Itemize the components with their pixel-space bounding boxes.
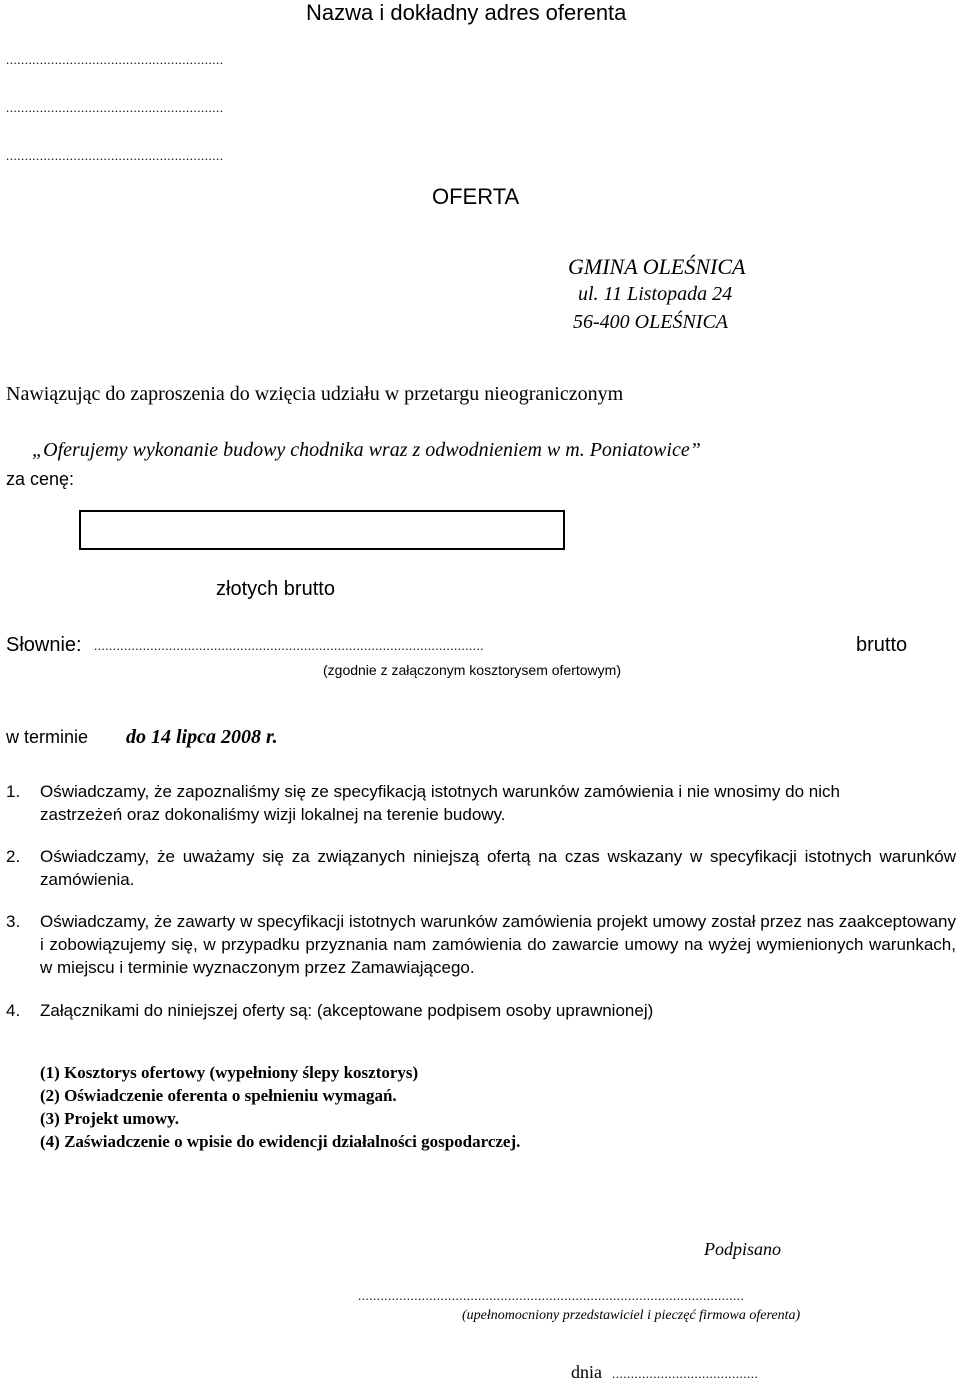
declaration-number: 1. (6, 782, 21, 801)
declaration-text: Oświadczamy, że zapoznaliśmy się ze specyfikacją istotnych warunków zamówienia i nie wnosimy do nich zastrzeżeń oraz dokonaliśmy wizji lokalnej na terenie budowy. (40, 782, 840, 824)
words-dots: ........................................................................................................ (94, 638, 484, 653)
intro-text: Nawiązując do zaproszenia do wzięcia udziału w przetargu nieograniczonym (6, 383, 624, 405)
signature-dots: ....................................................................................................... (358, 1288, 745, 1303)
declaration-1 (6, 780, 906, 826)
words-suffix: brutto (856, 634, 908, 656)
address-label: Nazwa i dokładny adres oferenta (306, 0, 627, 25)
declaration-4 (6, 999, 940, 1022)
attachment-item-1: (1) Kosztorys ofertowy (wypełniony ślepy kosztorys) (40, 1063, 419, 1082)
price-note: (zgodnie z załączonym kosztorysem ofertowym) (323, 662, 621, 678)
address-line-3: .......................................................... (6, 148, 224, 163)
declaration-2 (6, 845, 956, 891)
date-dots: ....................................... (612, 1366, 759, 1381)
declaration-3 (6, 910, 956, 979)
attachment-item-3: (3) Projekt umowy. (40, 1109, 179, 1128)
declaration-text: Oświadczamy, że zawarty w specyfikacji istotnych warunków zamówienia projekt umowy został przez nas zaakceptowany i zobowiązujemy się, w przypadku przyznania nam zamówienia do zawarcie umowy na wyżej wymienionych warunkach, w miejscu i terminie wyznaczonym przez Zamawiającego. (40, 912, 956, 977)
declaration-text: Oświadczamy, że uważamy się za związanych niniejszą ofertą na czas wskazany w specyfikacji istotnych warunków zamówienia. (40, 847, 956, 889)
signature-note: (upełnomocniony przedstawiciel i pieczęć firmowa oferenta) (462, 1308, 801, 1323)
signature-label: Podpisano (704, 1239, 782, 1259)
declaration-number: 3. (6, 912, 21, 931)
words-label: Słownie: (6, 634, 82, 656)
address-line-1: .......................................................... (6, 52, 224, 67)
declaration-number: 2. (6, 847, 21, 866)
recipient-line-3: 56-400 OLEŚNICA (573, 311, 728, 333)
term-label: w terminie (6, 727, 89, 747)
address-line-2: .......................................................... (6, 100, 224, 115)
price-input-box[interactable] (79, 510, 565, 550)
price-label: za cenę: (6, 469, 75, 489)
offer-text: „Oferujemy wykonanie budowy chodnika wraz z odwodnieniem w m. Poniatowice” (32, 439, 701, 461)
attachment-item-4: (4) Zaświadczenie o wpisie do ewidencji działalności gospodarczej. (40, 1132, 521, 1151)
date-label: dnia (571, 1362, 602, 1382)
declaration-number: 4. (6, 1001, 21, 1020)
term-value: do 14 lipca 2008 r. (126, 726, 278, 748)
currency-label: złotych brutto (216, 578, 335, 600)
recipient-line-2: ul. 11 Listopada 24 (578, 283, 733, 305)
attachment-item-2: (2) Oświadczenie oferenta o spełnieniu wymagań. (40, 1086, 397, 1105)
declaration-text: Załącznikami do niniejszej oferty są: (akceptowane podpisem osoby uprawnionej) (40, 1001, 654, 1020)
document-title: OFERTA (432, 184, 520, 209)
recipient-line-1: GMINA OLEŚNICA (568, 254, 746, 279)
